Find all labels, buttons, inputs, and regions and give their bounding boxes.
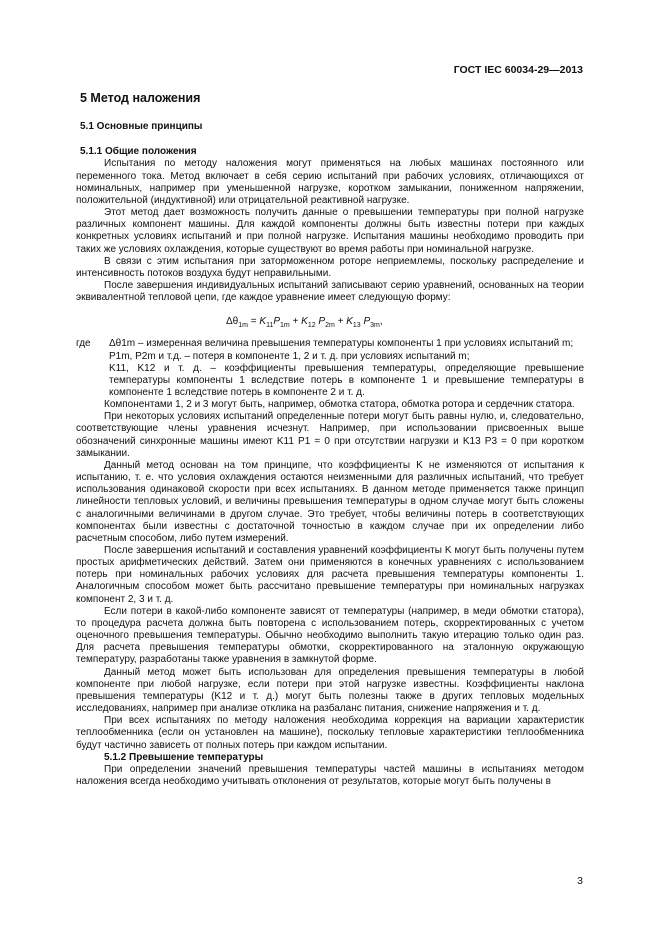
paragraph: Данный метод основан на том принципе, что коэффициенты K не изменяются от испытания к испытанию, т. е. что условия охлаждения остаются неизменными для различных испытаний, что требует использования одинаковой скорости при всех испытаниях. В данном методе применяется также принцип линейности тепловых условий, и величины превышения температуры в одном случае могут быть сложены с аналогичными величинами в другом случае. Это требует, чтобы величины потерь в соответствующих компонентах были известны с достаточной точностью в каждом случае при их определении либо расчетным способом, либо путем измерений. xyxy=(76,459,584,544)
formula-k: K xyxy=(346,316,353,328)
standard-header: ГОСТ IEC 60034-29—2013 xyxy=(453,64,583,76)
paragraph: При всех испытаниях по методу наложения необходима коррекция на вариации характеристик теплообменника (если он установлен на машине), поскольку тепловые характеристики теплообменника будут частично зависеть от полных потерь при каждом испытании. xyxy=(76,715,584,751)
paragraph: После завершения испытаний и составления уравнений коэффициенты K могут быть получены путем простых арифметических действий. Затем они применяются в конечных уравнениях с использованием потерь при номинальных рабочих условиях для расчета превышения температуры компоненты 1. Аналогичным способом может быть рассчитано превышение температуры при номинальных нагрузках компонент 2, 3 и т. д. xyxy=(76,545,584,605)
formula-plus: + xyxy=(289,316,302,328)
subsection-5-1-1-title: 5.1.1 Общие положения xyxy=(80,146,197,158)
formula-p: P xyxy=(315,316,326,328)
formula-sub: 1m xyxy=(238,322,248,330)
paragraph: Испытания по методу наложения могут применяться на любых машинах постоянного или переменного тока. Метод включает в себя серию испытаний при рабочих условиях, отличающихся от номинальных, например при уменьшенной нагрузке, коротком замыкании, пониженном напряжении, положительной (индуктивной) или отрицательной реактивной нагрузке. xyxy=(76,158,584,206)
formula-lhs: Δθ xyxy=(226,316,239,328)
equation xyxy=(76,315,584,329)
subsection-5-1-title: 5.1 Основные принципы xyxy=(80,121,203,133)
paragraph: Этот метод дает возможность получить данные о превышении температуры при полной нагрузке различных компонент машины. Для каждой компоненты должны быть известны потери при каждых конкретных условиях испытаний и при полной нагрузке. Испытания машины необходимо проводить при таких же условиях охлаждения, которые существуют во время работы при номинальной нагрузке. xyxy=(76,207,584,255)
where-label: где xyxy=(76,338,91,350)
subsection-5-1-2-title: 5.1.2 Превышение температуры xyxy=(104,751,264,763)
formula-tail: , xyxy=(379,316,383,328)
formula-plus: + xyxy=(334,316,347,328)
where-items xyxy=(109,338,584,399)
paragraph: Компонентами 1, 2 и 3 могут быть, например, обмотка статора, обмотка ротора и сердечник статора. xyxy=(104,399,575,411)
where-item: P1m, P2m и т.д. – потеря в компоненте 1, 2 и т. д. при условиях испытаний m; xyxy=(109,350,470,362)
paragraph: В связи с этим испытания при заторможенном роторе неприемлемы, поскольку распределение и интенсивность потоков воздуха будут неправильными. xyxy=(76,255,584,279)
formula-sub: 13 xyxy=(352,322,361,330)
section-title: 5 Метод наложения xyxy=(80,91,201,105)
paragraph: При некоторых условиях испытаний определенные потери могут быть равны нулю, и, следовательно, соответствующие члены уравнения исчезнут. Например, при использовании присвоенных выше обозначений синхронные машины имеют K11 P1 = 0 при отсутствии нагрузки и K13 P3 = 0 при коротком замыкании. xyxy=(76,411,584,459)
formula-k: K xyxy=(301,316,308,328)
formula-eq: = xyxy=(247,316,260,328)
document-body xyxy=(76,88,584,788)
formula-sub: 11 xyxy=(266,322,274,330)
formula-sub: 2m xyxy=(325,322,335,330)
formula-sub: 1m xyxy=(280,322,290,330)
where-item: K11, K12 и т. д. – коэффициенты превышения температуры, определяющие превышение температуры компоненты 1 вследствие потерь в компоненте 1 и превышение температуры в компоненте 1 вследствие потерь в компоненте 2 и т. д. xyxy=(109,362,584,398)
formula-k: K xyxy=(259,316,267,328)
paragraph: Если потери в какой-либо компоненте зависят от температуры (например, в меди обмотки статора), то процедура расчета должна быть повторена с использованием потерь, скорректированных с учетом оценочного превышения температуры. Обычно необходимо выполнить такую итерацию только один раз. Для расчета превышения температуры обмотки, скорректированного на эталонную окружающую температуру, разработаны также уравнения в замкнутой форме. xyxy=(76,605,584,666)
paragraph: После завершения индивидуальных испытаний записывают серию уравнений, основанных на теории эквивалентной тепловой цепи, где каждое уравнение имеет следующую форму: xyxy=(76,280,584,304)
formula-sub: 3m xyxy=(370,322,380,330)
formula-p: P xyxy=(273,316,281,328)
paragraph: При определении значений превышения температуры частей машины в испытаниях методом наложения всегда необходимо учитывать отклонения от результатов, которые могут быть получены в xyxy=(76,763,584,787)
formula-p: P xyxy=(360,316,371,328)
where-item: Δθ1m – измеренная величина превышения температуры компоненты 1 при условиях испытаний m; xyxy=(109,338,574,350)
paragraph: Данный метод может быть использован для определения превышения температуры в любой компоненте при любой нагрузке, если потери при этой нагрузке известны. Коэффициенты наклона превышения температуры (K12 и т. д.) могут быть полезны также в других тепловых модельных исследованиях, например при анализе отклика на разбаланс питания, снижение напряжения и т. д. xyxy=(76,666,584,715)
where-block xyxy=(76,338,584,399)
formula-sub: 12 xyxy=(307,322,316,330)
page-number: 3 xyxy=(577,875,583,887)
